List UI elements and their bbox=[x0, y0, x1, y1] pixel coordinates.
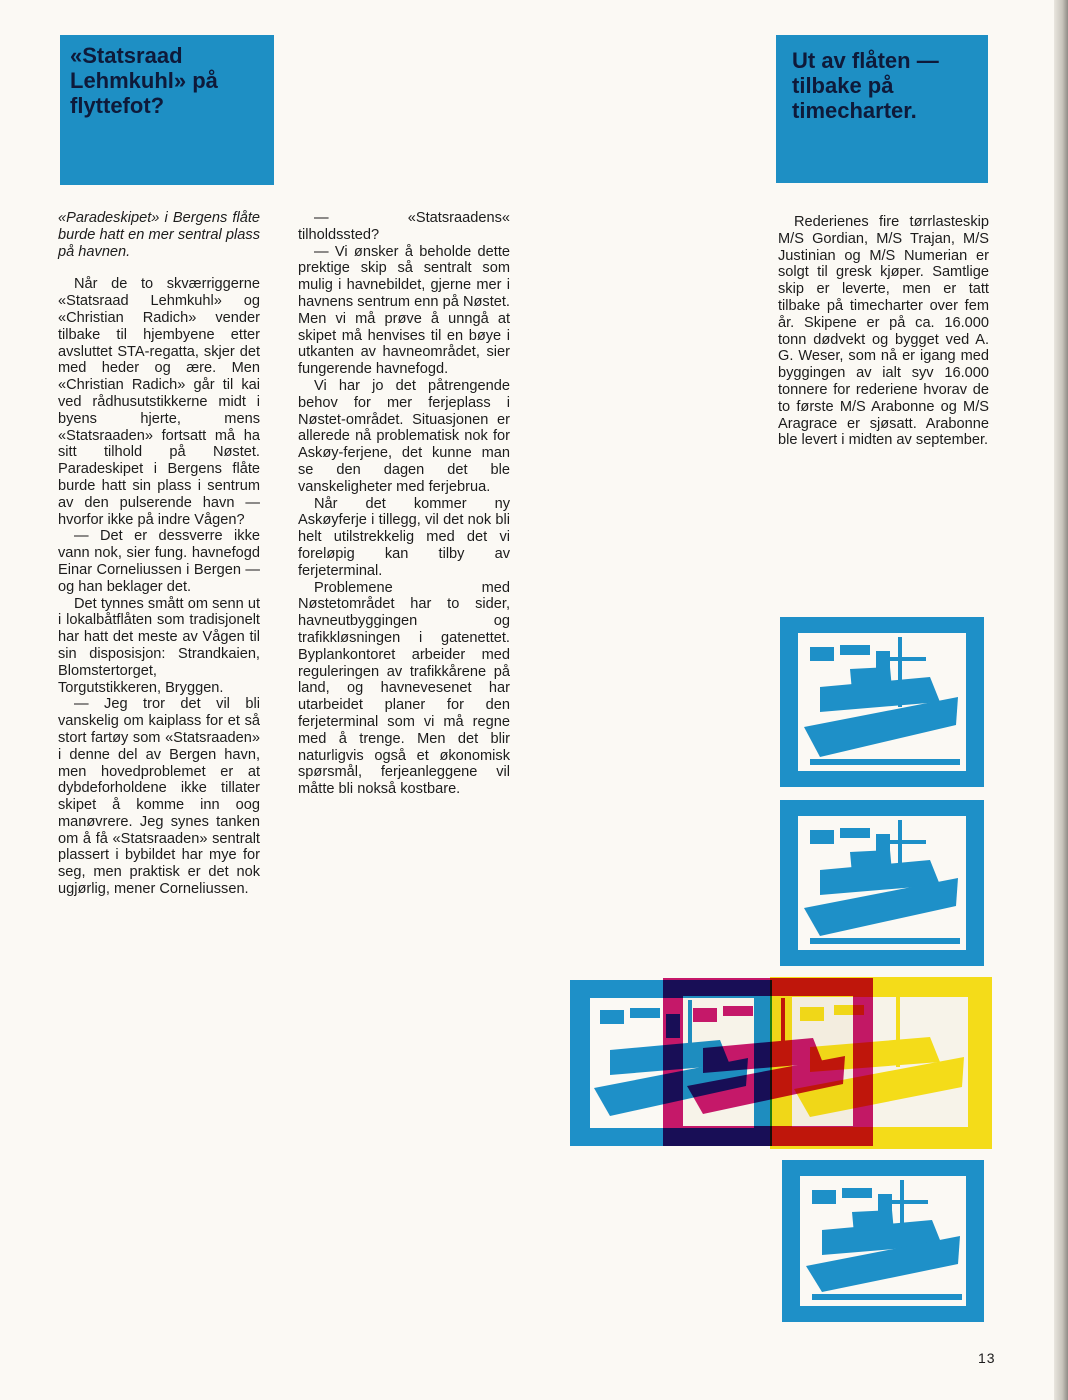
left-article-paragraph: Når de to skværriggerne «Statsraad Lehmkuhl» og «Christian Radich» vender tilbake til hjembyene etter avsluttet STA-regatta, skjer det med heder og ære. Men «Christian Radich» går til kai ved rådhusutstikkerne midt i byens hjerte, mens «Statsraaden» fortsatt må ha sitt tilhold på Nøstet. Paradeskipet i Bergens flåte burde hatt sin plass i sentrum av den pulserende havn — hvorfor ikke på indre Vågen? bbox=[58, 276, 260, 528]
left-article-paragraph: Når det kommer ny Askøyferje i tillegg, vil det nok bli helt utilstrekkelig med det vi foreløpig kan tilby av ferjeterminal. bbox=[298, 495, 510, 579]
ship-image-cyan-2 bbox=[780, 800, 984, 966]
right-article-title: Ut av flåten — tilbake på timecharter. bbox=[792, 48, 939, 123]
left-article-paragraph: Vi har jo det påtrengende behov for mer ferjeplass i Nøstet-området. Situasjonen er allerede nå problematisk nok for Askøy-ferjene, det kunne man se den dagen det ble vanskeligheter med ferjebrua. bbox=[298, 377, 510, 495]
left-article-lead: «Paradeskipet» i Bergens flåte burde hatt en mer sentral plass på havnen. bbox=[58, 210, 260, 260]
ship-icon bbox=[780, 617, 984, 787]
right-article-column bbox=[778, 214, 989, 449]
page-number: 13 bbox=[978, 1350, 996, 1366]
ship-image-yellow bbox=[770, 977, 992, 1149]
ship-image-cyan-1 bbox=[780, 617, 984, 787]
left-article-paragraph: — Vi ønsker å beholde dette prektige skip så sentralt som mulig i havnebildet, gjerne mer i havnens sentrum enn på Nøstet. Men vi må prøve å unngå at skipet må henvises til en bøye i utkanten av havneområdet, sier fungerende havnefogd. bbox=[298, 243, 510, 378]
left-article-column-2 bbox=[298, 210, 510, 798]
left-article-paragraph: Problemene med Nøstetområdet har to sider, havneutbyggingen og trafikkløsningen i gatenettet. Byplankontoret arbeider med reguleringen av trafikkårene på land, og havnevesenet har utarbeidet planer for den ferjeterminal som vi må regne med å trenge. Men det blir naturligvis også et økonomisk spørsmål, ferjeanleggene vil måtte bli nokså kostbare. bbox=[298, 579, 510, 798]
ship-icon bbox=[770, 977, 992, 1149]
page-edge-shadow bbox=[1054, 0, 1068, 1400]
left-article-title-box bbox=[60, 35, 274, 185]
left-article-paragraph: — Jeg tror det vil bli vanskelig om kaiplass for et så stort fartøy som «Statsraaden» i denne del av Bergen havn, men hovedproblemet er at dybdeforholdene ikke tillater skipet å komme inn oog manøvrere. Jeg synes tanken om å få «Statsraaden» sentralt plassert i bybildet har mye for seg, men praktisk er det nok ugjørlig, mener Corneliussen. bbox=[58, 696, 260, 898]
left-article-paragraph: — «Statsraadens« tilholdssted? bbox=[298, 210, 510, 243]
ship-icon bbox=[780, 800, 984, 966]
left-article-paragraph: Det tynnes smått om senn ut i lokalbåtflåten som tradisjonelt har hatt det meste av Vågen til sin disposisjon: Strandkaien, Blomstertorget, Torgutstikkeren, Bryggen. bbox=[58, 595, 260, 696]
ship-image-cyan-4 bbox=[782, 1160, 984, 1322]
left-article-title: «Statsraad Lehmkuhl» på flyttefot? bbox=[70, 43, 218, 118]
left-article-column-1 bbox=[58, 210, 260, 898]
ship-icon bbox=[782, 1160, 984, 1322]
right-article-paragraph: Rederienes fire tørrlasteskip M/S Gordian, M/S Trajan, M/S Justinian og M/S Numerian er solgt til gresk kjøper. Samtlige skip er leverte, men er tatt tilbake på timecharter over fem år. Skipene er på ca. 16.000 tonn dødvekt og bygget ved A. G. Weser, som nå er igang med byggingen av ialt syv 16.000 tonnere for rederiene hvorav de to første M/S Arabonne og M/S Aragrace er sjøsatt. Arabonne ble levert i midten av september. bbox=[778, 214, 989, 449]
right-article-title-box bbox=[776, 35, 988, 183]
left-article-paragraph: — Det er dessverre ikke vann nok, sier fung. havnefogd Einar Corneliussen i Bergen — og han beklager det. bbox=[58, 528, 260, 595]
